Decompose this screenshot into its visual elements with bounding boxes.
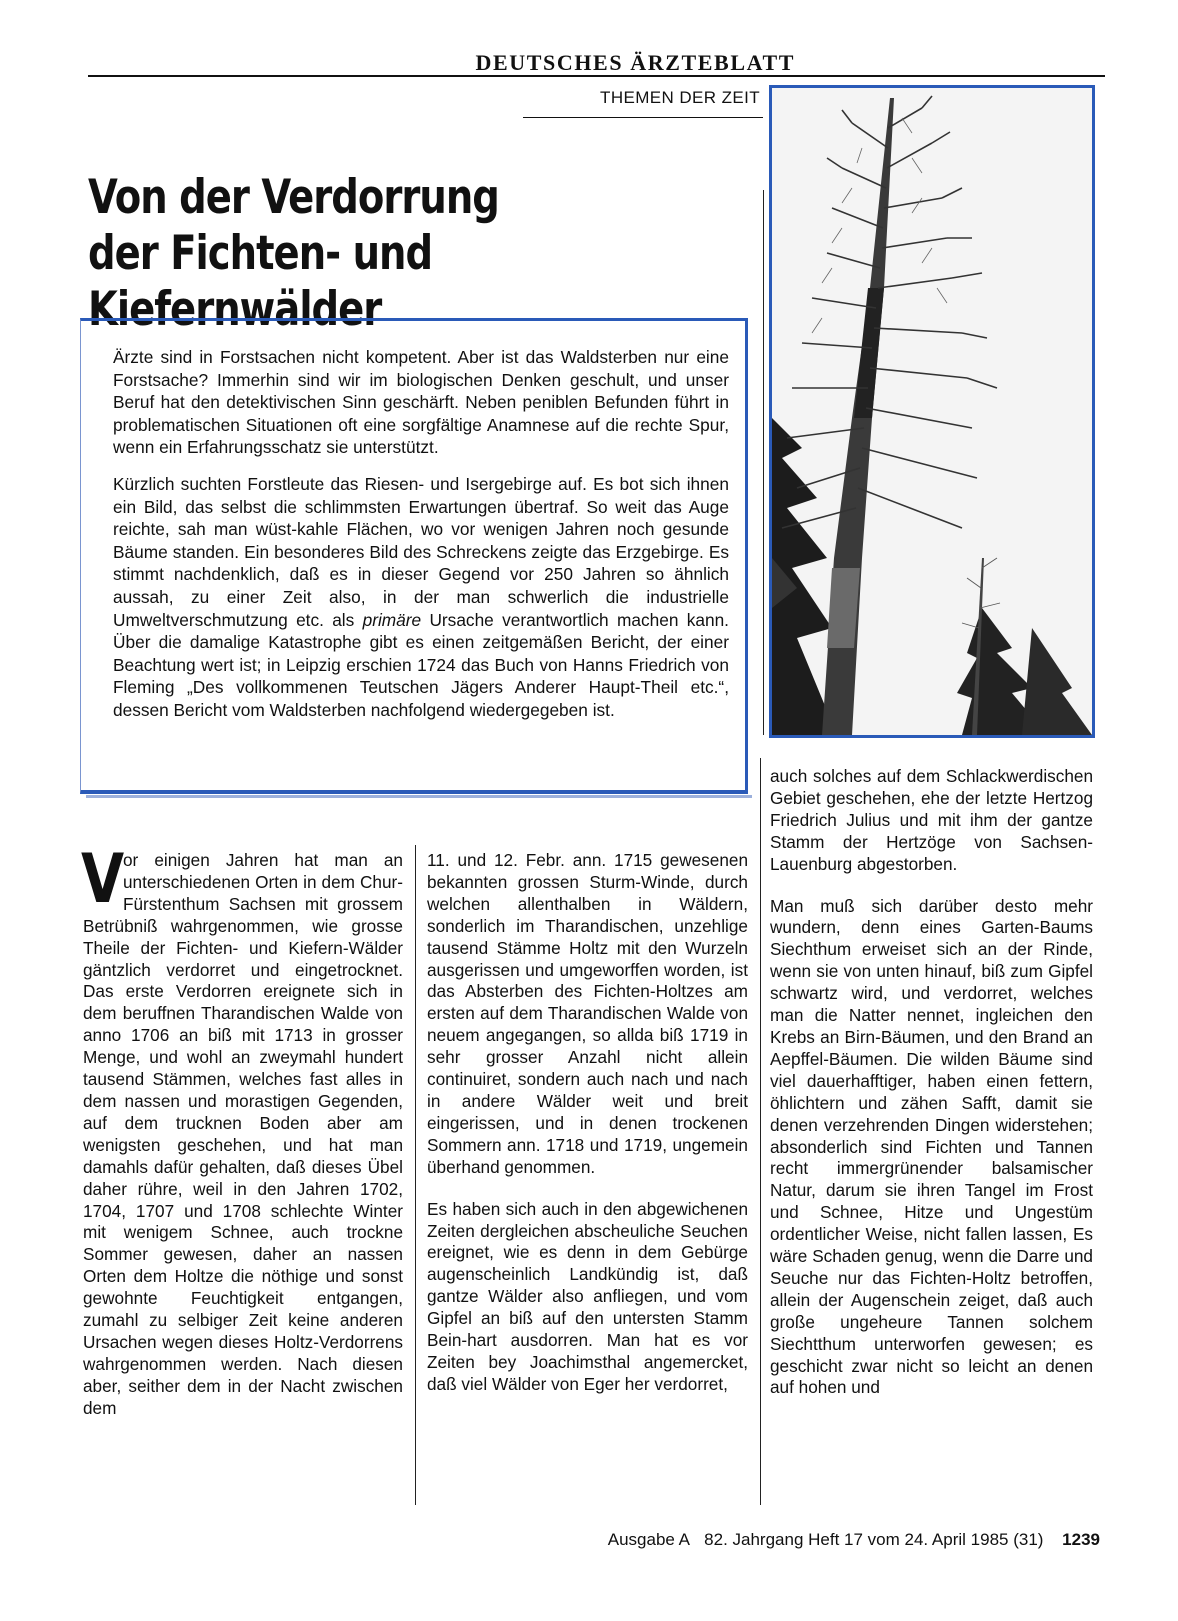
issue-info: 82. Jahrgang Heft 17 vom 24. April 1985 (31) — [704, 1530, 1044, 1549]
intro-box-shadow — [86, 795, 752, 798]
masthead-rule — [88, 75, 1105, 77]
article-title-line-2: der Fichten- und Kiefernwälder — [88, 226, 433, 337]
article-title — [88, 170, 613, 338]
body-paragraph — [81, 840, 403, 1420]
body-paragraph: auch solches auf dem Schlackwerdischen Gebiet geschehen, ehe der letzte Hertzog Friedrich Julius und mit ihm der gantze Stamm der Hertzöge von Sachsen-Lauenburg abgestorben. — [770, 766, 1093, 874]
body-paragraph: 11. und 12. Febr. ann. 1715 gewesenen bekannten grossen Sturm-Winde, durch welchen allenthalben in Wäldern, sonderlich im Tharandischen, unzehlige tausend Stämme Holtz mit den Wurzeln ausgerissen und umgeworffen worden, ist das Absterben des Fichten-Holtzes am ersten auf dem Tharandischen Walde von neuem angegangen, so allda biß 1719 in sehr grosser Anzahl nicht allein continuiret, sondern auch nach und nach in andere Wälder weit und breit eingerissen, und in denen trockenen Sommern ann. 1718 und 1719, ungemein überhand genommen. — [427, 850, 748, 1177]
column-rule-1 — [415, 845, 416, 1505]
page-footer — [520, 1530, 1100, 1550]
intro-paragraph-1: Ärzte sind in Forstsachen nicht kompetent. Aber ist das Waldsterben nur eine Forstsache? Immerhin sind wir im biologischen Denken geschult, und unser Beruf hat den detektivischen Sinn geschärft. Neben peniblen Befunden führt in problematischen Situationen oft eine sorgfältige Anamnese auf die rechte Spur, wenn ein Erfahrungsschatz sie unterstützt. — [113, 347, 729, 458]
intro-text — [113, 346, 729, 736]
column-rule-2 — [760, 758, 761, 1505]
page-number: 1239 — [1062, 1530, 1100, 1549]
section-label: THEMEN DER ZEIT — [600, 88, 760, 107]
intro-paragraph-2 — [113, 473, 729, 722]
article-title-line-1: Von der Verdorrung — [88, 170, 499, 225]
dead-tree-image — [772, 88, 1092, 735]
edition-label: Ausgabe A — [607, 1530, 690, 1549]
body-paragraph: Man muß sich darüber desto mehr wundern, denn eines Garten-Baums Siechthum erweiset sich an der Rinde, wenn sie von unten hinauf, biß zum Gipfel schwartz wird, und verdorret, welches man die Natter nennet, ingleichen den Krebs an Birn-Bäumen, und den Brand an Aepffel-Bäumen. Die wilden Bäume sind viel dauerhafftiger, haben einen fettern, öhlichtern und zähen Safft, damit sie denen verzehrenden Dingen widerstehen; absonderlich sind Fichten und Tannen recht immergrünender balsamischer Natur, darum sie ihren Tangel im Frost und Schnee, Hitze und Ungestüm ordentlicher Weise, nicht fallen lassen, Es wäre Schaden genug, wenn die Darre und Seuche nur das Fichten-Holtz betroffen, allein der Augenschein zeiget, daß auch große ungeheure Tannen solchem Siechtthum unterworfen gewesen; es geschicht zwar nicht so leicht an denen auf hohen und — [770, 895, 1093, 1398]
body-column-3 — [770, 766, 1093, 1419]
publication-name: DEUTSCHES ÄRZTEBLATT — [475, 50, 795, 75]
intro-paragraph-2-end: Ursache verantwortlich machen kann. Über die damalige Katastrophe gibt es einen zeitgemäßen Bericht, der einer Beachtung wert ist; in Leipzig erschien 1724 das Buch von Hanns Friedrich von Fleming „Des vollkommenen Teutschen Jägers Anderer Haupt-Theil etc.“, dessen Bericht vom Waldsterben nachfolgend wiedergegeben ist. — [113, 609, 729, 720]
intro-paragraph-2-start: Kürzlich suchten Forstleute das Riesen- und Isergebirge auf. Es bot sich ihnen ein Bild, das selbst die schlimmsten Erwartungen übertraf. So weit das Auge reichte, sah man wüst-kahle Flächen, wo vor wenigen Jahren noch gesunde Bäume standen. Ein besonderes Bild des Schreckens zeigte das Erzgebirge. Es stimmt nachdenklich, daß es in dieser Gegend vor 250 Jahren so ähnlich aussah, zu einer Zeit also, in der man schwerlich die industrielle Umweltverschmutzung etc. als — [113, 473, 729, 630]
body-column-2 — [427, 850, 748, 1416]
body-paragraph: Es haben sich auch in den abgewichenen Zeiten dergleichen abscheuliche Seuchen ereignet, wie es denn in dem Gebürge augenscheinlich Landkündig ist, daß gantze Wälder also anfliegen, und vom Gipfel an biß auf den untersten Stamm Bein-hart ausdorren. Man hat es vor Zeiten bey Joachimsthal angemercket, daß viel Wälder von Eger her verdorret, — [427, 1198, 748, 1394]
photo-side-rule — [763, 190, 764, 735]
intro-emphasis: primäre — [362, 609, 422, 630]
body-text: or einigen Jahren hat man an unterschiedenen Orten in dem Chur-Fürstenthum Sachsen mit grossem Betrübniß wahrgenommen, wie grosse Theile der Fichten- und Kiefern-Wälder gäntzlich verdorret und eingetrocknet. Das erste Verdorren ereignete sich in dem beruffnen Tharandischen Walde von anno 1706 an biß mit 1713 in grosser Menge, und wohl an zweymahl hundert tausend Stämmen, welches fast alles in dem nassen und morastigen Gegenden, auf dem trucknen Boden aber am wenigsten geschehen, und hat man damahls dafür gehalten, daß dieses Übel daher rühre, weil in den Jahren 1702, 1704, 1707 und 1708 schlechte Winter mit wenigem Schnee, auch trockne Sommer gewesen, daher an nassen Orten dem Holtze die nöthige und sonst gewohnte Feuchtigkeit entgangen, zumahl zu selbiger Zeit keine anderen Ursachen wegen dieses Holtz-Verdorrens wahrgenommen werden. Nach diesen aber, seither dem in der Nacht zwischen dem — [83, 850, 403, 1418]
body-column-1 — [81, 840, 403, 1440]
section-rule — [523, 117, 763, 118]
drop-cap: V — [81, 840, 125, 919]
dead-tree-photo — [769, 85, 1095, 738]
